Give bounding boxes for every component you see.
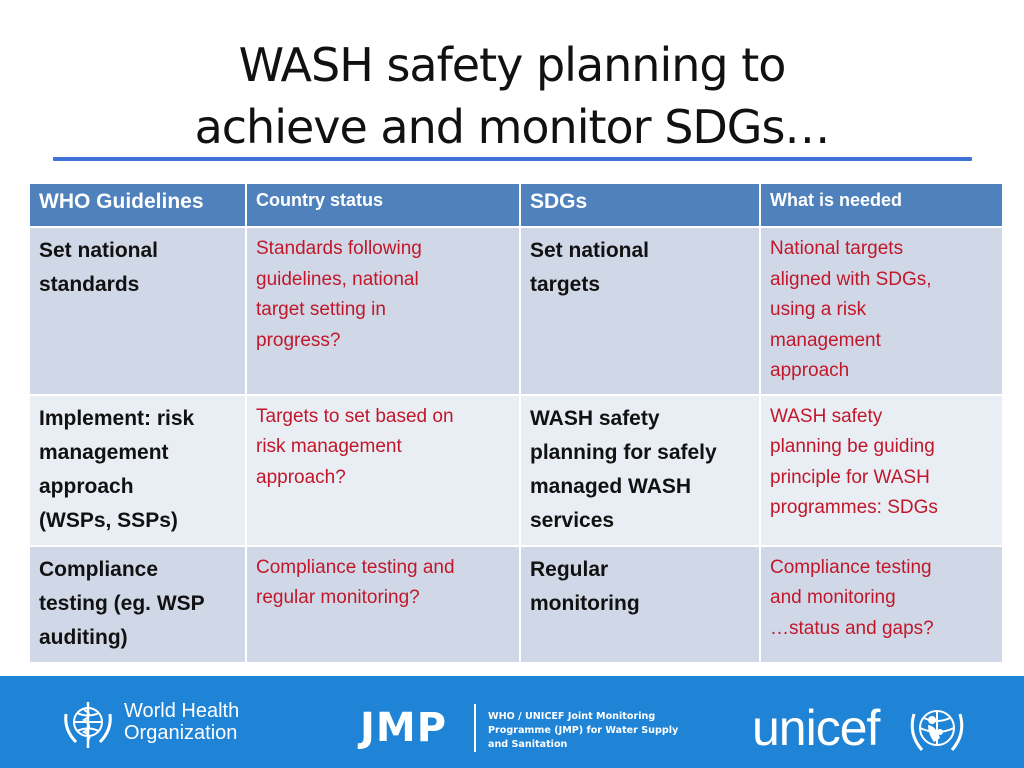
- cell-line: approach?: [256, 466, 346, 488]
- cell-who-guideline: [30, 547, 245, 662]
- comparison-table: [28, 182, 1004, 664]
- table-row: [30, 228, 1002, 394]
- title-line-1: WASH safety planning to: [238, 38, 786, 92]
- cell-country-status: [247, 396, 519, 545]
- who-emblem-icon: [58, 696, 118, 754]
- cell-line: National targets: [770, 238, 904, 259]
- unicef-wordmark: unicef: [752, 700, 880, 756]
- cell-line: targets: [530, 273, 601, 296]
- cell-line: guidelines, national: [256, 268, 419, 290]
- cell-who-guideline: [30, 396, 245, 545]
- cell-line: progress?: [256, 329, 341, 351]
- header-what-is-needed: What is needed: [761, 184, 1002, 226]
- cell-line: aligned with SDGs,: [770, 268, 932, 290]
- jmp-logo: JMP: [360, 705, 448, 751]
- header-who-guidelines: WHO Guidelines: [30, 184, 245, 226]
- cell-line: auditing): [39, 625, 128, 649]
- table-row: [30, 396, 1002, 545]
- cell-line: approach: [770, 360, 850, 381]
- cell-line: Set national: [530, 239, 650, 262]
- cell-line: managed WASH: [530, 474, 692, 498]
- cell-country-status: [247, 228, 519, 394]
- cell-line: risk management: [256, 436, 402, 457]
- unicef-emblem-icon: [906, 698, 968, 760]
- cell-who-guideline: [30, 228, 245, 394]
- cell-line: Regular: [530, 557, 609, 581]
- cell-line: WASH safety: [770, 405, 883, 427]
- cell-sdgs: [521, 228, 759, 394]
- jmp-desc-line-1: WHO / UNICEF Joint Monitoring: [488, 711, 656, 722]
- cell-line: testing (eg. WSP: [39, 591, 205, 615]
- cell-line: planning be guiding: [770, 436, 935, 457]
- who-name-line-2: Organization: [124, 722, 238, 744]
- jmp-divider: [474, 704, 476, 752]
- title-underline: [53, 157, 972, 161]
- cell-line: approach: [39, 474, 134, 498]
- cell-sdgs: [521, 547, 759, 662]
- cell-line: target setting in: [256, 299, 386, 320]
- header-sdgs: SDGs: [521, 184, 759, 226]
- who-name: [124, 700, 254, 744]
- who-name-line-1: World Health: [124, 700, 240, 722]
- jmp-desc-line-2: Programme (JMP) for Water Supply: [488, 725, 679, 736]
- jmp-description: [488, 710, 688, 752]
- cell-line: management: [39, 440, 169, 464]
- cell-line: using a risk: [770, 299, 867, 320]
- cell-line: monitoring: [530, 591, 640, 615]
- cell-line: Compliance testing and: [256, 556, 455, 578]
- cell-line: principle for WASH: [770, 466, 930, 488]
- cell-sdgs: [521, 396, 759, 545]
- table-row: [30, 547, 1002, 662]
- table-header-row: [30, 184, 1002, 226]
- cell-line: Compliance testing: [770, 556, 932, 578]
- cell-line: and monitoring: [770, 587, 896, 608]
- cell-line: (WSPs, SSPs): [39, 508, 178, 532]
- cell-line: planning for safely: [530, 440, 717, 464]
- cell-line: services: [530, 508, 615, 532]
- cell-country-status: [247, 547, 519, 662]
- cell-what-is-needed: [761, 228, 1002, 394]
- cell-line: …status and gaps?: [770, 617, 934, 639]
- cell-what-is-needed: [761, 396, 1002, 545]
- header-country-status: Country status: [247, 184, 519, 226]
- cell-line: Standards following: [256, 238, 422, 259]
- cell-line: management: [770, 329, 881, 351]
- cell-line: Targets to set based on: [256, 405, 454, 427]
- cell-what-is-needed: [761, 547, 1002, 662]
- cell-line: standards: [39, 273, 140, 296]
- cell-line: WASH safety: [530, 406, 660, 430]
- cell-line: Set national: [39, 239, 159, 262]
- cell-line: regular monitoring?: [256, 587, 420, 608]
- cell-line: Implement: risk: [39, 406, 195, 430]
- slide-title: [0, 34, 1024, 158]
- title-line-2: achieve and monitor SDGs…: [194, 100, 830, 154]
- jmp-desc-line-3: and Sanitation: [488, 739, 568, 750]
- cell-line: programmes: SDGs: [770, 497, 938, 518]
- footer-banner: [0, 676, 1024, 768]
- cell-line: Compliance: [39, 557, 159, 581]
